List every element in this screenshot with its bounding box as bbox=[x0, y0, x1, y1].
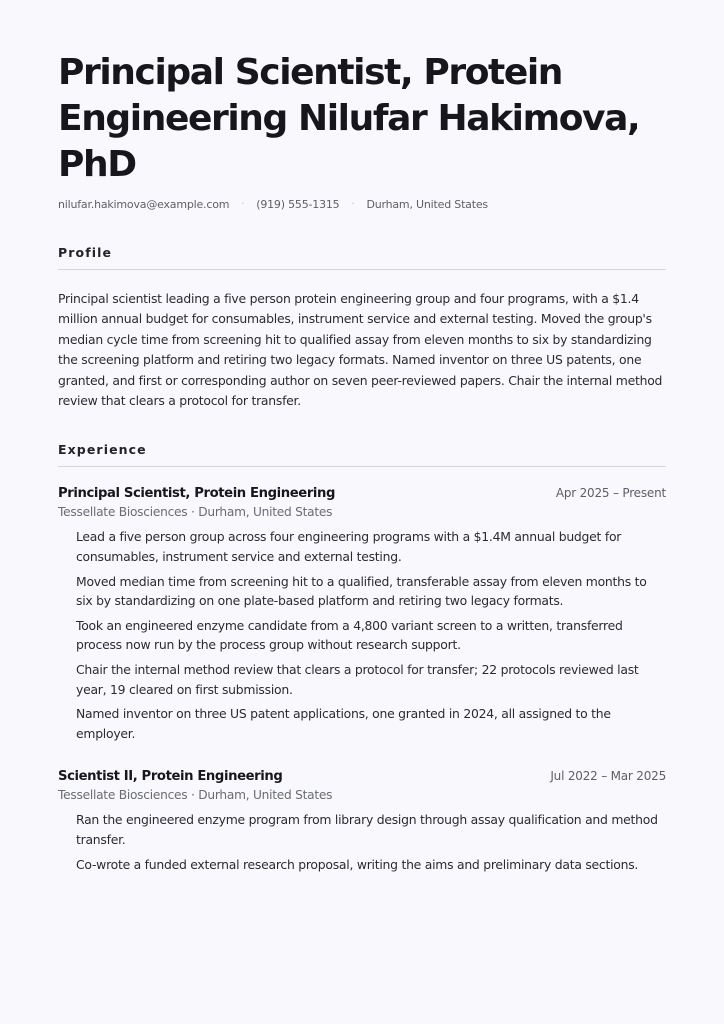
job-dates: Apr 2025 – Present bbox=[555, 486, 666, 501]
experience-heading: Experience bbox=[58, 442, 147, 458]
job-bullet: Named inventor on three US patent applications, one granted in 2024, all assigned to the employer. bbox=[76, 706, 611, 741]
section-divider bbox=[58, 466, 666, 467]
job-entry bbox=[58, 486, 666, 743]
job-bullet: Ran the engineered enzyme program from library design through assay qualification and method transfer. bbox=[76, 812, 658, 847]
job-header bbox=[58, 769, 666, 784]
job-dates: Jul 2022 – Mar 2025 bbox=[550, 769, 666, 784]
job-bullets bbox=[58, 810, 666, 874]
job-bullets bbox=[58, 527, 666, 743]
job-organization: Tessellate Biosciences · Durham, United States bbox=[58, 505, 333, 520]
job-header bbox=[58, 486, 666, 501]
job-bullet: Chair the internal method review that clears a protocol for transfer; 22 protocols reviewed last year, 19 cleared on first submission. bbox=[76, 662, 639, 697]
resume-page bbox=[58, 50, 666, 879]
section-divider bbox=[58, 269, 666, 270]
job-bullet: Lead a five person group across four engineering programs with a $1.4M annual budget for consumables, instrument service and external testing. bbox=[76, 529, 622, 565]
contact-separator: · bbox=[351, 199, 355, 210]
job-bullet: Co-wrote a funded external research proposal, writing the aims and preliminary data sections. bbox=[76, 856, 639, 872]
contact-location: Durham, United States bbox=[366, 198, 488, 211]
profile-heading: Profile bbox=[58, 245, 113, 260]
job-bullet: Took an engineered enzyme candidate from a 4,800 variant screen to a written, transferred process now run by the process group without research support. bbox=[76, 617, 623, 653]
job-organization: Tessellate Biosciences · Durham, United States bbox=[58, 788, 333, 803]
contact-separator: · bbox=[241, 199, 245, 210]
job-title: Scientist II, Protein Engineering bbox=[58, 769, 283, 785]
job-bullet: Moved median time from screening hit to a qualified, transferable assay from eleven months to six by standardizing on one plate-based platform and retiring two legacy formats. bbox=[76, 573, 647, 609]
contact-line bbox=[58, 198, 666, 211]
job-title: Principal Scientist, Protein Engineering bbox=[58, 486, 336, 502]
job-entry bbox=[58, 769, 666, 874]
profile-summary: Principal scientist leading a five person protein engineering group and four programs, with a $1.4 million annual budget for consumables, instrument service and external testing. Moved the group's median cycle time from screening hit to qualified assay from eleven months to six by standardizing the screening platform and retiring two legacy formats. Named inventor on three US patents, one granted, and first or corresponding author on seven peer-reviewed papers. Chair the internal method review that clears a protocol for transfer. bbox=[58, 291, 663, 409]
contact-phone: (919) 555-1315 bbox=[256, 198, 340, 211]
resume-name-title: Principal Scientist, Protein Engineering Nilufar Hakimova, PhD bbox=[58, 52, 640, 185]
contact-email: nilufar.hakimova@example.com bbox=[58, 198, 230, 211]
